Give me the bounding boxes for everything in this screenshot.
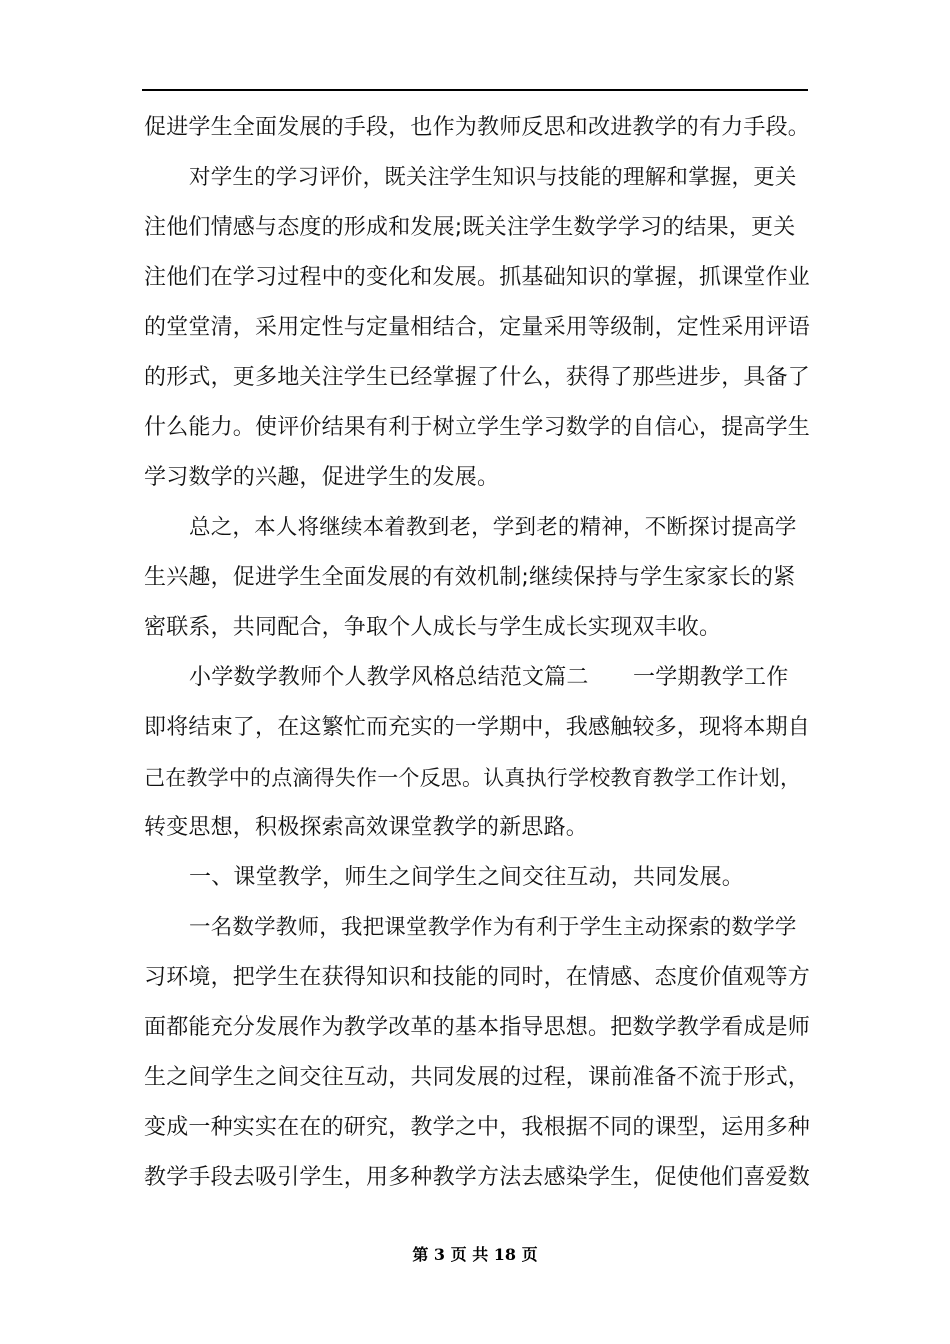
text-line: 小学数学教师个人教学风格总结范文篇二 一学期教学工作	[189, 665, 789, 690]
text-line: 密联系，共同配合，争取个人成长与学生成长实现双丰收。	[144, 615, 722, 640]
text-line: 变成一种实实在在的研究，教学之中，我根据不同的课型，运用多种	[144, 1115, 811, 1140]
text-line: 习环境，把学生在获得知识和技能的同时，在情感、态度价值观等方	[144, 965, 811, 990]
text-line: 对学生的学习评价，既关注学生知识与技能的理解和掌握，更关	[189, 165, 797, 190]
text-line: 己在教学中的点滴得失作一个反思。认真执行学校教育教学工作计划，	[144, 766, 802, 790]
text-line: 什么能力。使评价结果有利于树立学生学习数学的自信心，提高学生	[144, 415, 811, 440]
header-rule	[142, 89, 808, 91]
text-line: 转变思想，积极探索高效课堂教学的新思路。	[144, 815, 589, 840]
text-line: 生之间学生之间交往互动，共同发展的过程，课前准备不流于形式，	[144, 1065, 811, 1090]
text-line: 即将结束了，在这繁忙而充实的一学期中，我感触较多，现将本期自	[144, 715, 811, 740]
text-line: 学习数学的兴趣，促进学生的发展。	[144, 465, 500, 490]
document-body	[144, 103, 810, 1203]
text-line: 生兴趣，促进学生全面发展的有效机制;继续保持与学生家家长的紧	[144, 565, 796, 590]
text-line: 教学手段去吸引学生，用多种教学方法去感染学生，促使他们喜爱数	[144, 1165, 811, 1190]
text-line: 总之，本人将继续本着教到老，学到老的精神，不断探讨提高学	[189, 515, 797, 540]
text-line: 一、课堂教学，师生之间学生之间交往互动，共同发展。	[189, 865, 745, 890]
text-line: 一名数学教师，我把课堂教学作为有利于学生主动探索的数学学	[189, 915, 797, 940]
text-line: 注他们在学习过程中的变化和发展。抓基础知识的掌握，抓课堂作业	[144, 265, 811, 290]
text-line: 的形式，更多地关注学生已经掌握了什么，获得了那些进步，具备了	[144, 365, 811, 390]
text-line: 面都能充分发展作为教学改革的基本指导思想。把数学教学看成是师	[144, 1015, 811, 1040]
page-number-footer: 第 3 页 共 18 页	[412, 1245, 538, 1264]
text-line: 促进学生全面发展的手段，也作为教师反思和改进教学的有力手段。	[144, 115, 811, 140]
text-line: 的堂堂清，采用定性与定量相结合，定量采用等级制，定性采用评语	[144, 315, 811, 340]
text-line: 注他们情感与态度的形成和发展;既关注学生数学学习的结果，更关	[144, 215, 796, 240]
